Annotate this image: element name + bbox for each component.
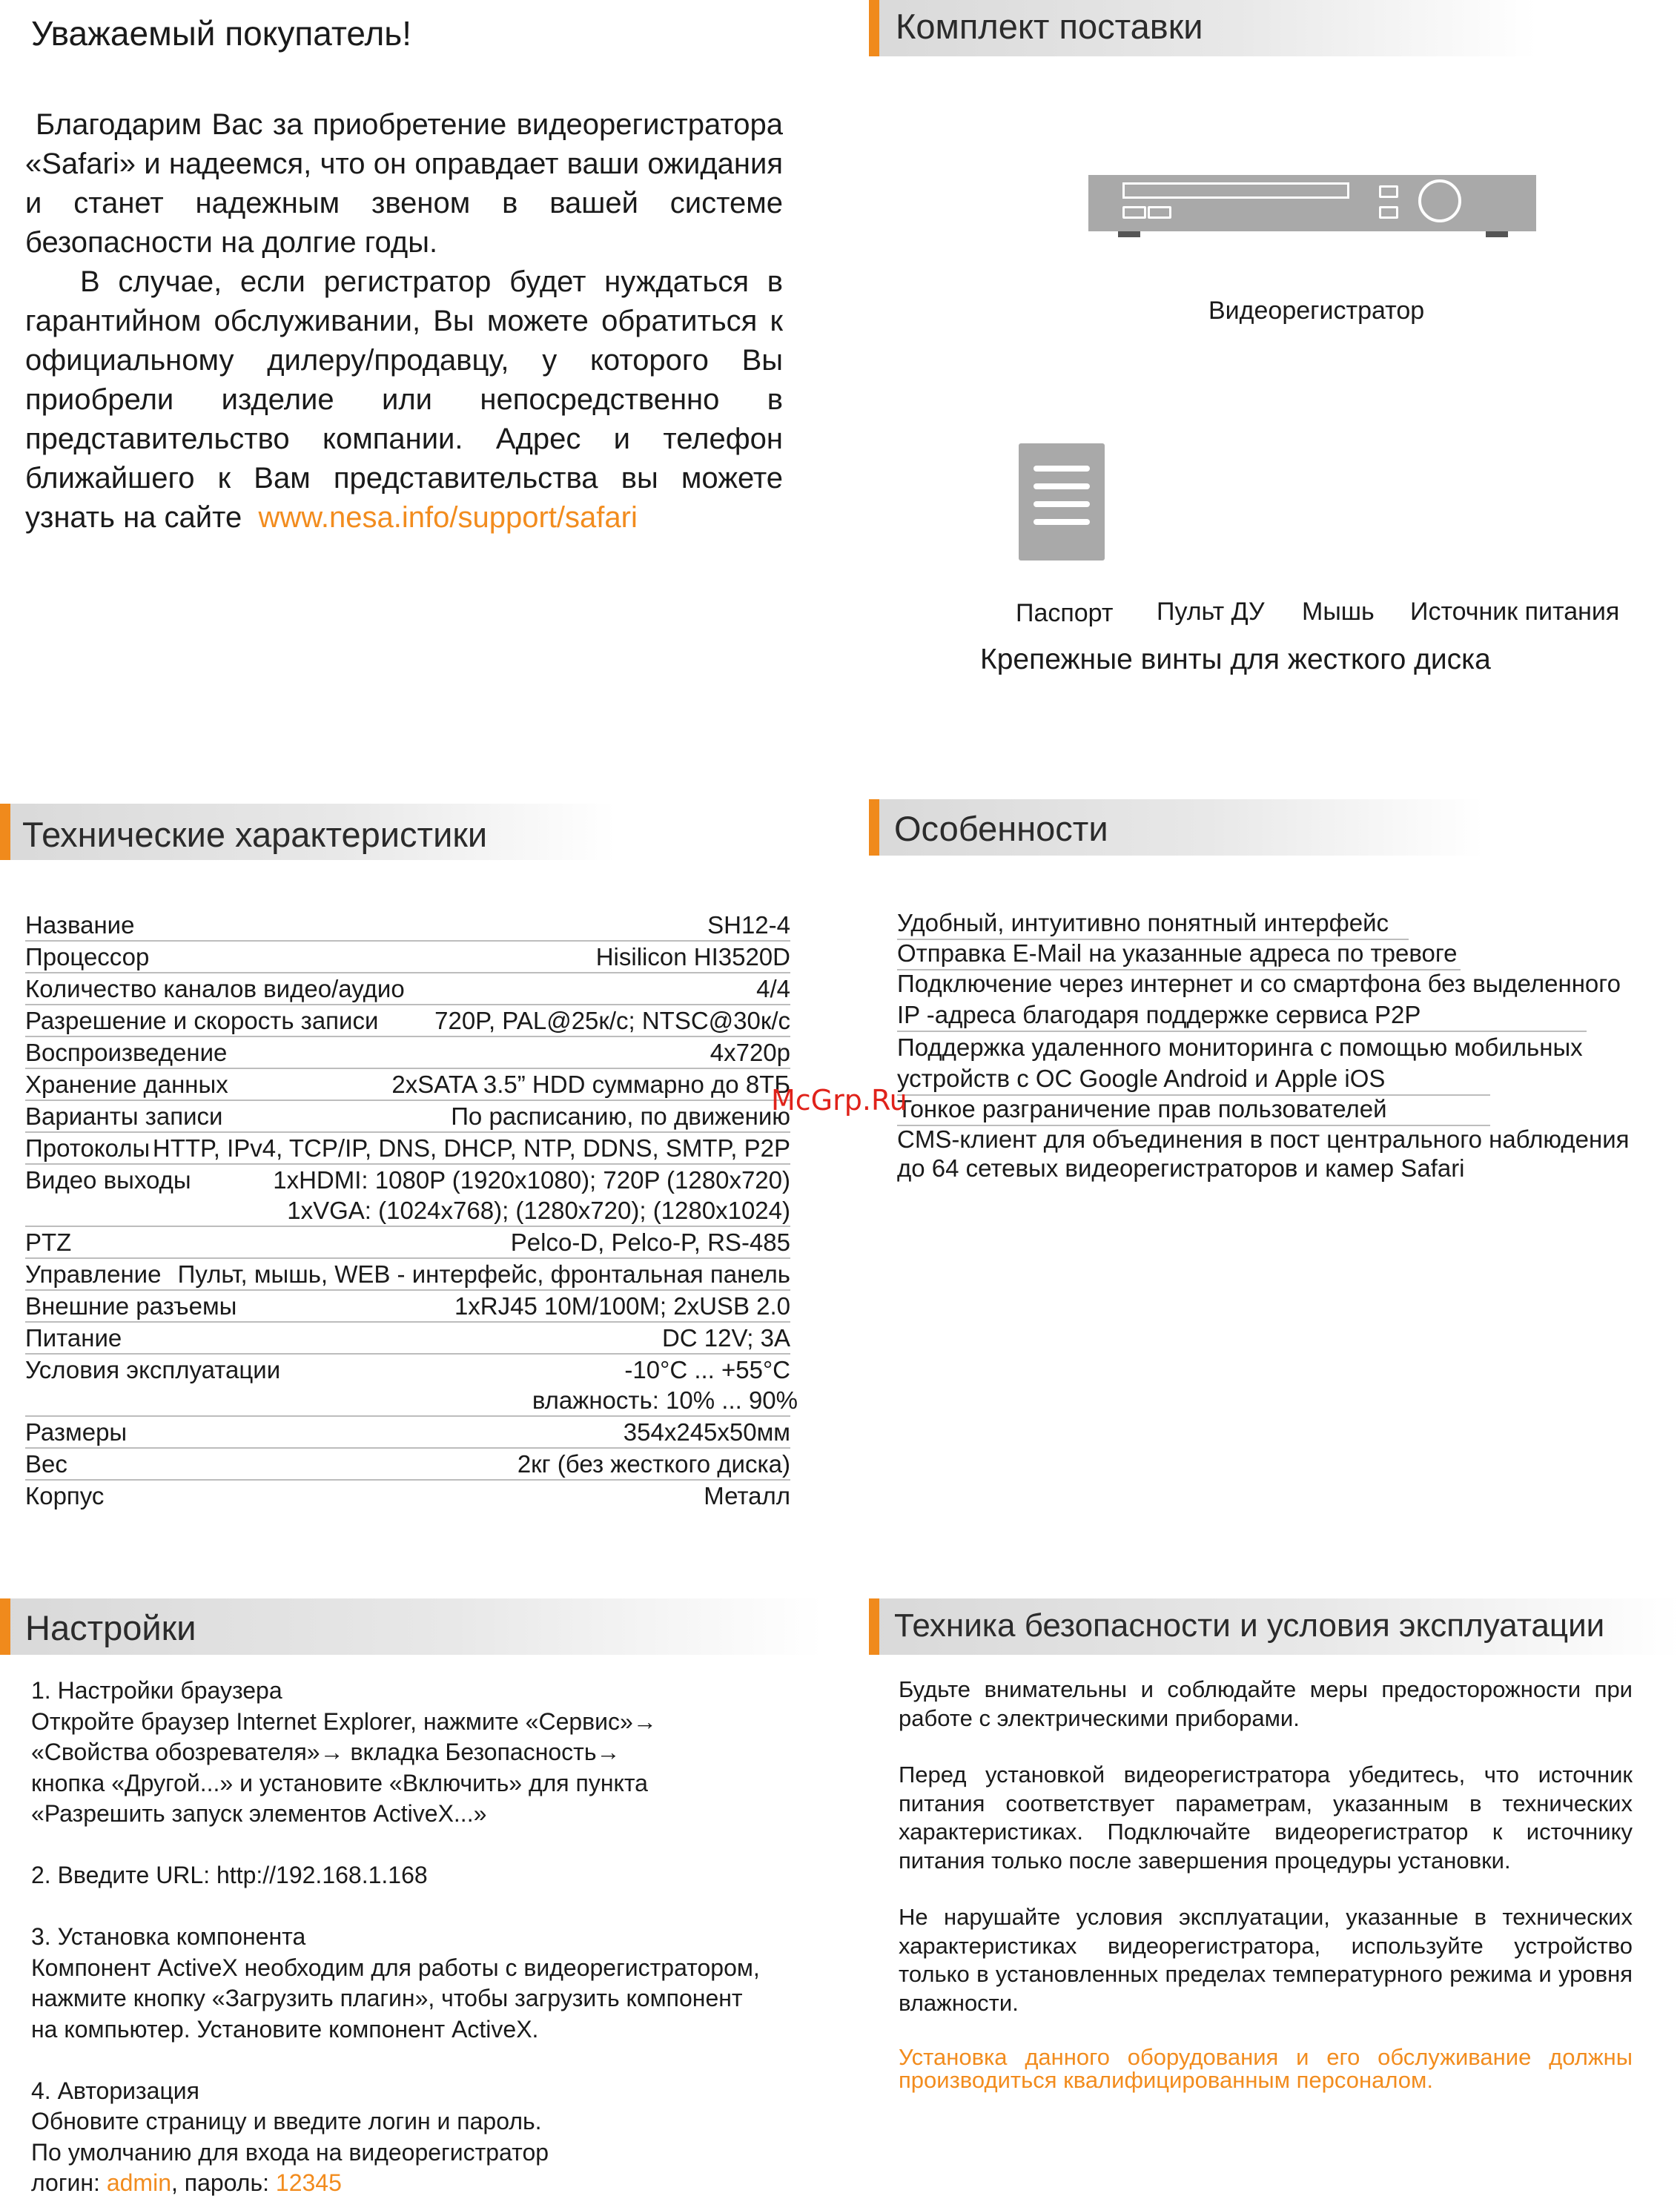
spec-key: Название [25, 911, 135, 939]
feature-line: IP -адреса благодаря поддержке сервиса P2P [897, 999, 1587, 1032]
specs-table [25, 910, 798, 1511]
step4-title: 4. Авторизация [31, 2077, 199, 2104]
package-header [869, 0, 1536, 56]
step3-line: на компьютер. Установите компонент ActiveX. [31, 2015, 539, 2043]
greeting-paragraph-2 [25, 262, 783, 538]
spec-row [25, 973, 790, 1005]
greeting-title: Уважаемый покупатель! [31, 14, 412, 53]
safety-paragraph-2: Перед установкой видеорегистратора убедитесь, что источник питания соответствует параметрам, указанным в технических характеристиках. Подключайте видеорегистратор к источнику питания только после завершения процедуры установки. [899, 1762, 1633, 1874]
spec-key: Хранение данных [25, 1071, 228, 1098]
dvr-led-1 [1379, 185, 1398, 198]
safety-title: Техника безопасности и условия эксплуатации [894, 1607, 1605, 1644]
support-link[interactable]: www.nesa.info/support/safari [258, 501, 638, 534]
dvr-port-1 [1122, 206, 1146, 219]
feature-line: Отправка E-Mail на указанные адреса по тревоге [897, 940, 1461, 970]
spec-key: Условия эксплуатации [25, 1356, 281, 1383]
feature-line: до 64 сетевых видеорегистраторов и камер Safari [897, 1154, 1465, 1182]
remote-label: Пульт ДУ [1157, 598, 1265, 626]
step1-line: «Свойства обозревателя»→ вкладка Безопасность→ [31, 1739, 621, 1765]
safety-warning: Установка данного оборудования и его обслуживание должны производиться квалифицированным персоналом. [899, 2044, 1633, 2093]
spec-row [25, 1355, 790, 1385]
spec-value: Hisilicon HI3520D [595, 943, 790, 970]
spec-row [25, 1165, 790, 1195]
spec-value: 1xHDMI: 1080P (1920x1080); 720P (1280x720) [273, 1166, 790, 1194]
spec-value: 2кг (без жесткого диска) [517, 1450, 790, 1478]
greeting-text [25, 105, 783, 538]
spec-row [25, 910, 790, 942]
spec-key: Видео выходы [25, 1166, 191, 1194]
spec-key: Питание [25, 1324, 122, 1352]
feature-line: Тонкое разграничение прав пользователей [897, 1096, 1490, 1126]
spec-key: PTZ [25, 1229, 72, 1256]
spec-row [25, 1101, 790, 1133]
passport-line [1034, 483, 1090, 489]
package-title: Комплект поставки [896, 7, 1203, 46]
spec-key: Протоколы [25, 1134, 151, 1162]
screws-label: Крепежные винты для жесткого диска [980, 644, 1491, 675]
safety-header-accent [869, 1598, 879, 1655]
step3-title: 3. Установка компонента [31, 1923, 306, 1950]
spec-value: 4x720p [710, 1039, 790, 1066]
step4-line: Обновите страницу и введите логин и пароль. [31, 2108, 542, 2134]
spec-value: 1xRJ45 10M/100M; 2xUSB 2.0 [454, 1292, 790, 1320]
spec-value: 720P, PAL@25к/с; NTSC@30к/с [434, 1007, 790, 1034]
spec-key: Вес [25, 1450, 67, 1478]
spacer [31, 2045, 802, 2076]
package-header-accent [869, 0, 879, 56]
spec-value: Металл [704, 1482, 790, 1509]
dvr-port-2 [1148, 206, 1171, 219]
greeting-paragraph-2-text: В случае, если регистратор будет нуждаться в гарантийном обслуживании, Вы можете обратиться к официальному дилеру/продавцу, у которого Вы приобрели изделие или непосредственно в представительство компании. Адрес и телефон ближайшего к Вам представительства вы можете узнать на сайте [25, 265, 783, 534]
spec-row [25, 1037, 790, 1069]
step1-line: «Разрешить запуск элементов ActiveX...» [31, 1800, 487, 1827]
spec-key: Внешние разъемы [25, 1292, 237, 1320]
spec-key: Варианты записи [25, 1102, 223, 1130]
passport-label: Паспорт [1016, 599, 1114, 627]
spec-row [25, 1069, 790, 1101]
spec-value: 354x245x50мм [623, 1418, 790, 1446]
spec-value: Пульт, мышь, WEB - интерфейс, фронтальная панель [177, 1260, 790, 1288]
spec-row [25, 1005, 790, 1037]
dvr-foot-right [1486, 231, 1508, 237]
spec-key: Воспроизведение [25, 1039, 228, 1066]
greeting-paragraph-1: Благодарим Вас за приобретение видеорегистратора «Safari» и надеемся, что он оправдает ваши ожидания и станет надежным звеном в вашей системе безопасности на долгие годы. [25, 108, 783, 259]
step1-line: Откройте браузер Internet Explorer, нажмите «Сервис»→ [31, 1707, 657, 1735]
features-header [869, 799, 1484, 856]
passport-line [1034, 519, 1090, 525]
power-supply-label: Источник питания [1410, 598, 1620, 626]
spec-row [25, 1259, 790, 1291]
step3-line: нажмите кнопку «Загрузить плагин», чтобы загрузить компонент [31, 1985, 743, 2011]
feature-line: Подключение через интернет и со смартфона без выделенного [897, 970, 1621, 997]
features-title: Особенности [894, 809, 1108, 848]
feature-line: Удобный, интуитивно понятный интерфейс [897, 910, 1409, 940]
spec-value: Pelco-D, Pelco-P, RS-485 [510, 1229, 790, 1256]
specs-title: Технические характеристики [22, 815, 488, 854]
settings-header-accent [0, 1598, 10, 1655]
spec-key: Процессор [25, 943, 150, 970]
password-value: 12345 [275, 2169, 342, 2196]
spec-row [25, 1385, 798, 1417]
safety-text [899, 1676, 1633, 2120]
spec-row [25, 1323, 790, 1355]
credentials-line: логин: admin, пароль: 12345 [31, 2169, 342, 2196]
safety-header [869, 1598, 1680, 1655]
dvr-disc-slot [1122, 182, 1349, 199]
spec-key: Корпус [25, 1482, 105, 1509]
step1-title: 1. Настройки браузера [31, 1677, 282, 1704]
spec-key: Размеры [25, 1418, 128, 1446]
spec-row [25, 1133, 790, 1165]
spec-key: Количество каналов видео/аудио [25, 975, 405, 1002]
specs-header-accent [0, 804, 10, 860]
step3-line: Компонент ActiveX необходим для работы с видеорегистратором, [31, 1954, 760, 1981]
safety-paragraph-3: Не нарушайте условия эксплуатации, указанные в технических характеристиках видеорегистратора, используйте устройство только в установленных пределах температурного режима и уровня влажности. [899, 1904, 1633, 2016]
spec-value: 4/4 [756, 975, 790, 1002]
spacer [31, 1891, 802, 1922]
spec-key: Управление [25, 1260, 162, 1288]
dvr-foot-left [1118, 231, 1140, 237]
spec-row [25, 1449, 790, 1481]
settings-title: Настройки [25, 1608, 196, 1647]
spec-value: влажность: 10% ... 90% [532, 1386, 798, 1414]
dvr-image [1088, 175, 1536, 231]
step4-line: По умолчанию для входа на видеорегистратор [31, 2138, 549, 2166]
settings-header [0, 1598, 823, 1655]
spec-row [25, 1195, 790, 1227]
feature-line: CMS-клиент для объединения в пост центрального наблюдения [897, 1125, 1630, 1153]
step1-line: кнопка «Другой...» и установите «Включить» для пункта [31, 1769, 648, 1796]
feature-line: устройств с ОС Google Android и Apple iOS [897, 1063, 1490, 1096]
spec-row [25, 1417, 790, 1449]
spec-value: 2xSATA 3.5” HDD суммарно до 8ТБ [391, 1071, 790, 1098]
step2-url: 2. Введите URL: http://192.168.1.168 [31, 1862, 428, 1888]
spacer [31, 1830, 802, 1861]
spec-row [25, 1481, 790, 1511]
spec-value: DC 12V; 3A [661, 1324, 790, 1352]
features-list [897, 910, 1638, 1184]
mouse-label: Мышь [1302, 598, 1375, 626]
spec-row [25, 1291, 790, 1323]
watermark: McGrp.Ru [771, 1084, 907, 1117]
dvr-led-2 [1379, 206, 1398, 219]
spec-value: -10°C ... +55°C [624, 1356, 790, 1383]
passport-line [1034, 466, 1090, 472]
spec-value: SH12-4 [707, 911, 790, 939]
features-header-accent [869, 799, 879, 856]
spec-value: По расписанию, по движению [451, 1102, 790, 1130]
passport-icon [1019, 443, 1105, 561]
dvr-label: Видеорегистратор [1208, 297, 1425, 325]
spec-row [25, 942, 790, 973]
feature-line: Поддержка удаленного мониторинга с помощью мобильных [897, 1034, 1583, 1061]
spec-value: HTTP, IPv4, TCP/IP, DNS, DHCP, NTP, DDNS, SMTP, P2P [152, 1134, 790, 1162]
spec-row [25, 1227, 790, 1259]
settings-text [31, 1676, 802, 2199]
dvr-knob [1418, 179, 1461, 222]
login-value: admin [106, 2169, 171, 2196]
safety-paragraph-1: Будьте внимательны и соблюдайте меры предосторожности при работе с электрическими приборами. [899, 1676, 1633, 1731]
specs-header [0, 804, 615, 860]
spec-value: 1xVGA: (1024x768); (1280x720); (1280x1024) [287, 1197, 790, 1224]
passport-line [1034, 501, 1090, 507]
spec-key: Разрешение и скорость записи [25, 1007, 379, 1034]
